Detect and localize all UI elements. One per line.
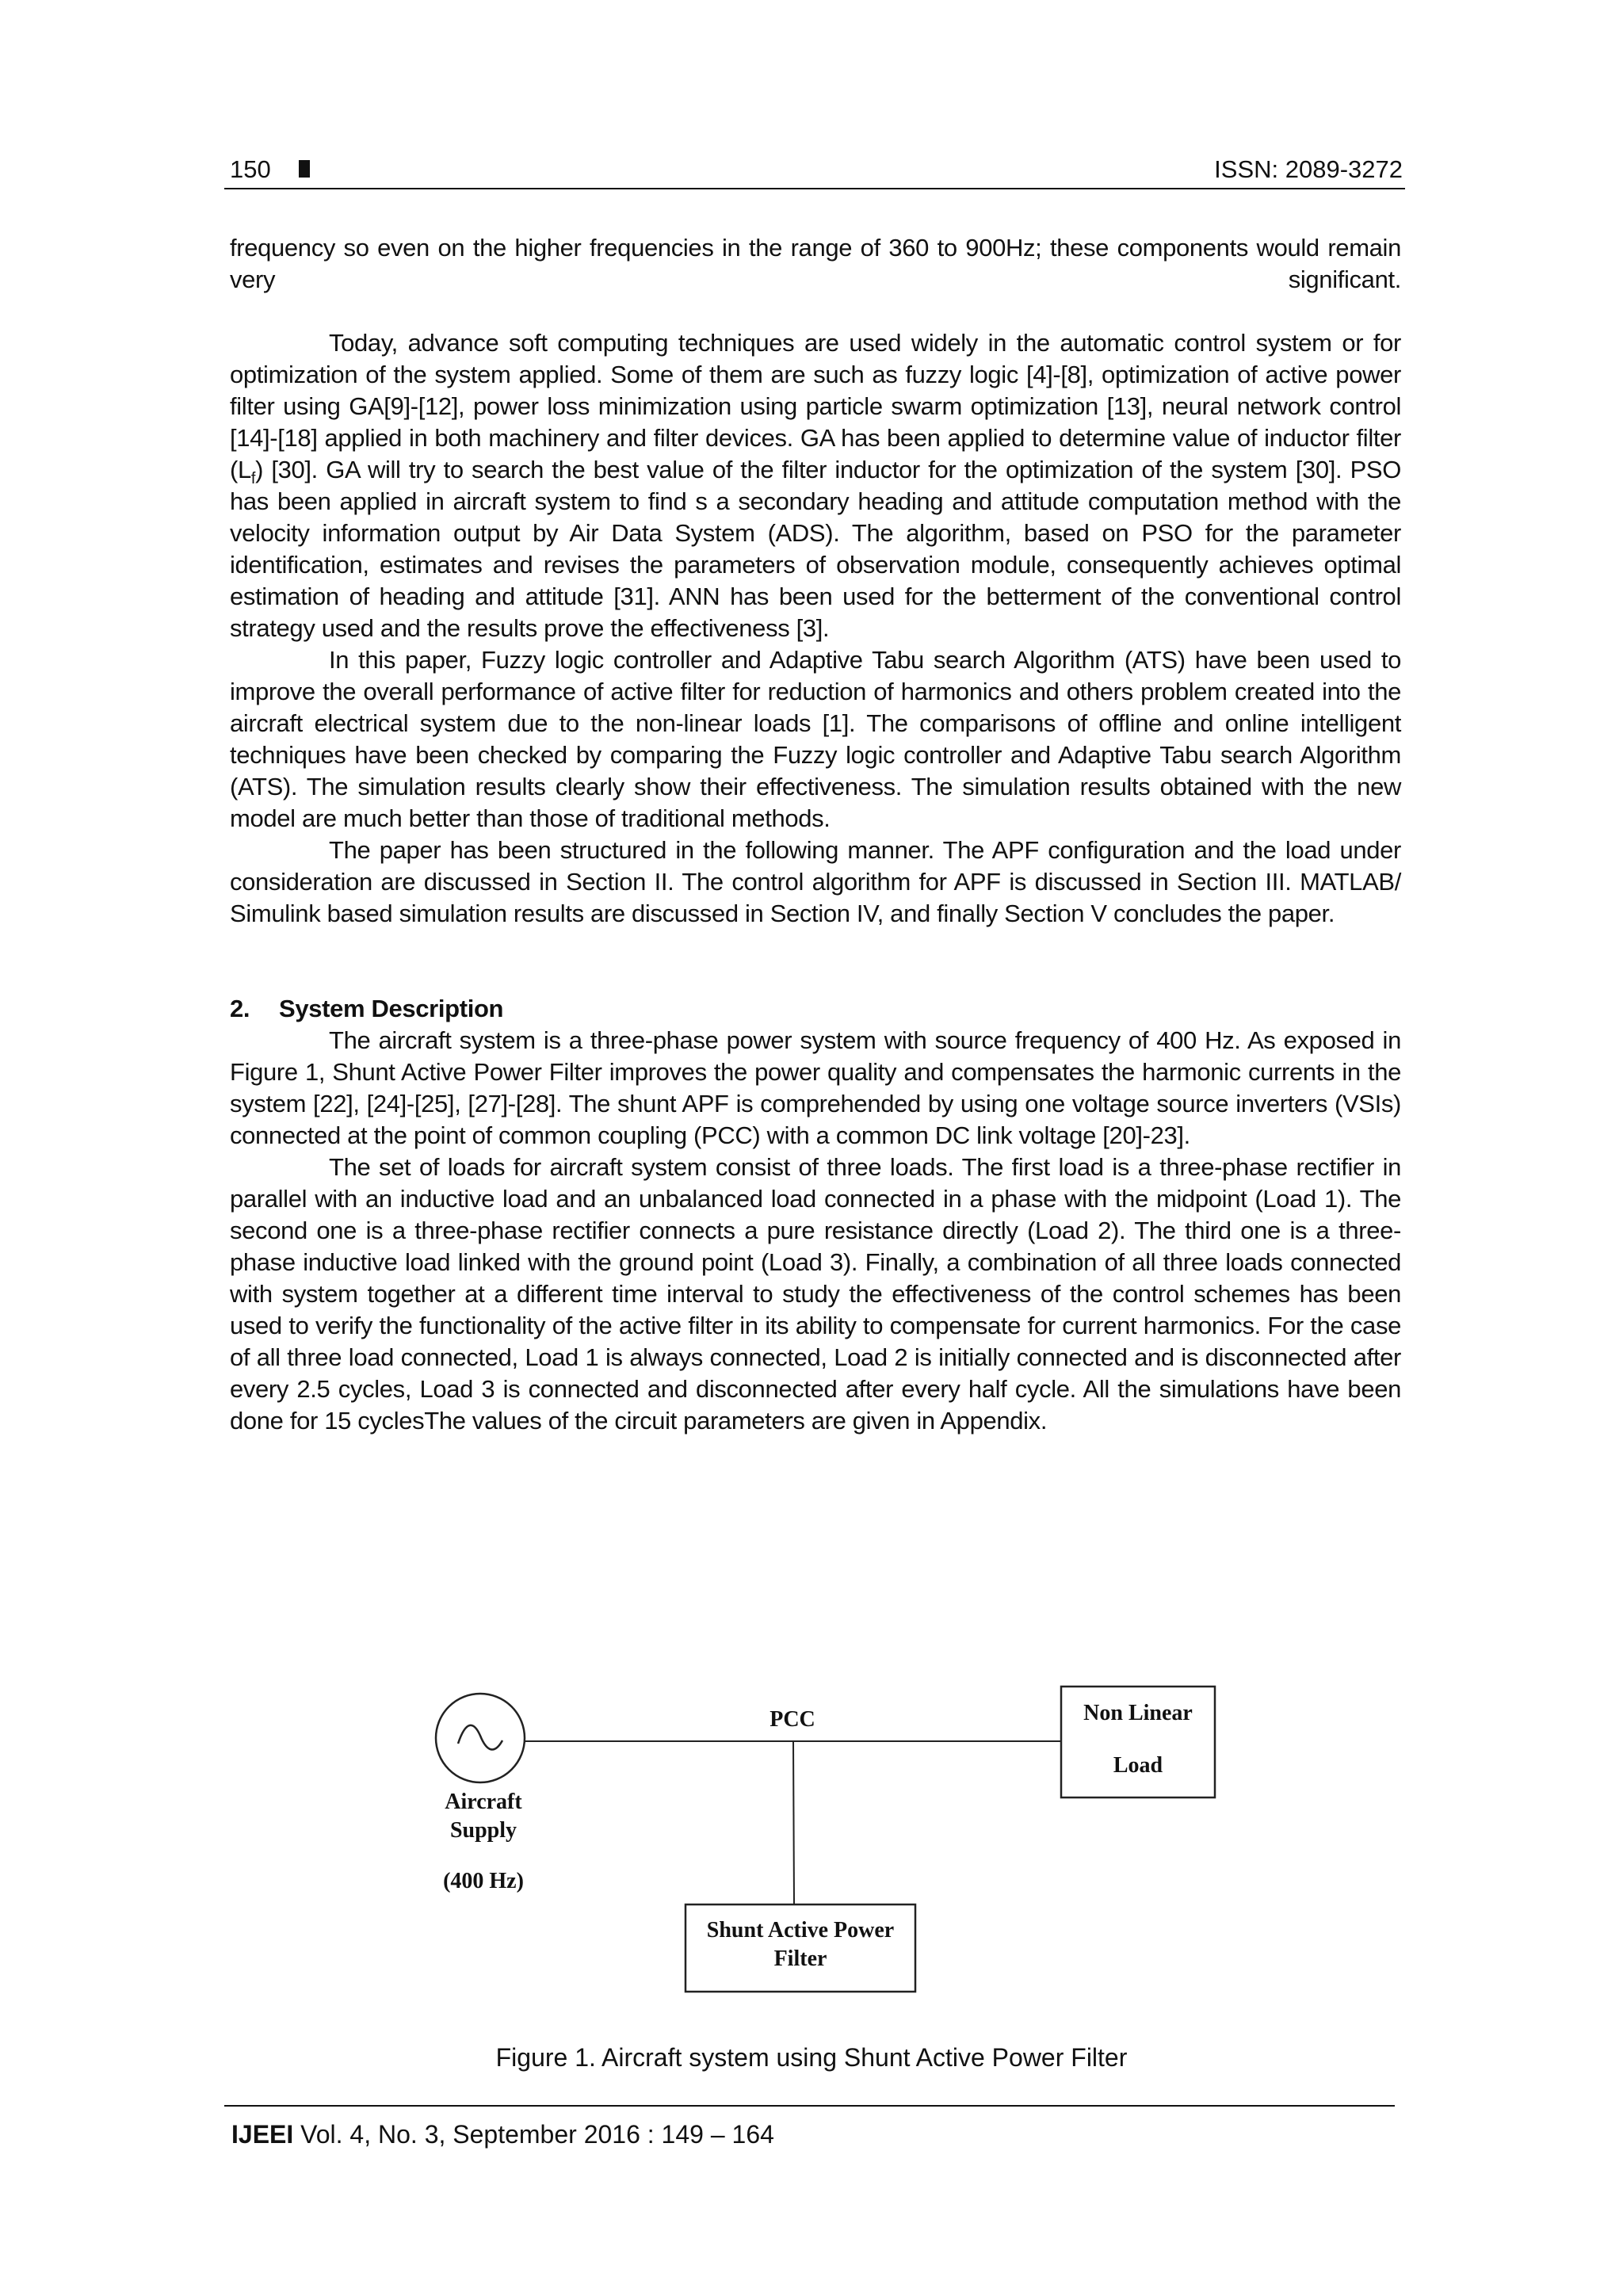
issue-info: Vol. 4, No. 3, September 2016 : 149 – 164 — [293, 2120, 774, 2149]
footer-rule — [224, 2105, 1395, 2107]
pcc-label: PCC — [769, 1707, 815, 1732]
page-number: 150 — [230, 155, 271, 183]
source-frequency: (400 Hz) — [443, 1869, 524, 1893]
header-rule — [224, 188, 1405, 189]
page-footer — [231, 2120, 774, 2149]
section-heading: 2. System Description — [230, 995, 504, 1022]
ac-source-icon — [436, 1694, 525, 1782]
figure-caption: Figure 1. Aircraft system using Shunt Active Power Filter — [495, 2043, 1128, 2072]
filter-branch-line — [793, 1741, 794, 1904]
paragraph: In this paper, Fuzzy logic controller and Adaptive Tabu search Algorithm (ATS) have been used to improve the overall performance of active filter for reduction of harmonics and others problem created into the aircraft electrical system due to the non-linear loads [1]. The comparisons of offline and online intelligent techniques have been checked by comparing the Fuzzy logic controller and Adaptive Tabu search Algorithm (ATS). The simulation results clearly show their effectiveness. The simulation results obtained with the new model are much better than those of traditional methods. — [230, 646, 1401, 832]
square-bullet-icon — [299, 160, 310, 178]
paragraph: The aircraft system is a three-phase power system with source frequency of 400 Hz. As exposed in Figure 1, Shunt Active Power Filter improves the power quality and compensates the harmonic currents in the system [22], [24]-[25], [27]-[28]. The shunt APF is comprehended by using one voltage source inverters (VSIs) connected at the point of common coupling (PCC) with a common DC link voltage [20]-23]. — [230, 1026, 1401, 1149]
issn: ISSN: 2089-3272 — [1214, 155, 1403, 183]
paragraph: The set of loads for aircraft system consist of three loads. The first load is a three-phase rectifier in parallel with an inductive load and an unbalanced load connected in a phase with the midpoint (Load 1). The second one is a three-phase rectifier connects a pure resistance directly (Load 2). The third one is a three-phase inductive load linked with the ground point (Load 3). Finally, a combination of all three loads connected with system together at a different time interval to study the effectiveness of the control schemes has been used to verify the functionality of the active filter in its ability to compensate for current harmonics. For the case of all three load connected, Load 1 is always connected, Load 2 is initially connected and is disconnected after every 2.5 cycles, Load 3 is connected and disconnected after every half cycle. All the simulations have been done for 15 cyclesThe values of the circuit parameters are given in Appendix. — [230, 1153, 1401, 1435]
paragraph: Today, advance soft computing techniques are used widely in the automatic control system or for optimization of the system applied. Some of them are such as fuzzy logic [4]-[8], optimization of active power filter using GA[9]-[12], power loss minimization using particle swarm optimization [13], neural network control [14]-[18] applied in both machinery and filter devices. GA has been applied to determine value of inductor filter $(L_f)$ [30]. GA will try to search the best value of the filter inductor for the optimization of the system [30]. PSO has been applied in aircraft system to find s a secondary heading and attitude computation method with the velocity information output by Air Data System (ADS). The algorithm, based on PSO for the parameter identification, estimates and revises the parameters of observation module, consequently achieves optimal estimation of heading and attitude [31]. ANN has been used for the betterment of the conventional control strategy used and the results prove the effectiveness [3]. — [230, 329, 1401, 642]
journal-name: IJEEI — [231, 2120, 294, 2149]
filter-label: Shunt Active Power Filter — [706, 1918, 895, 1971]
paragraph: frequency so even on the higher frequencies in the range of 360 to 900Hz; these components would remain very significant. — [230, 234, 1401, 293]
source-label: Aircraft Supply — [445, 1790, 522, 1843]
paragraph: The paper has been structured in the following manner. The APF configuration and the load under consideration are discussed in Section II. The control algorithm for APF is discussed in Section III. MATLAB/ Simulink based simulation results are discussed in Section IV, and finally Section V concludes the paper. — [230, 836, 1401, 927]
article-body — [230, 232, 1401, 1437]
page-header — [230, 155, 1403, 187]
load-label: Non Linear Load — [1083, 1701, 1193, 1778]
